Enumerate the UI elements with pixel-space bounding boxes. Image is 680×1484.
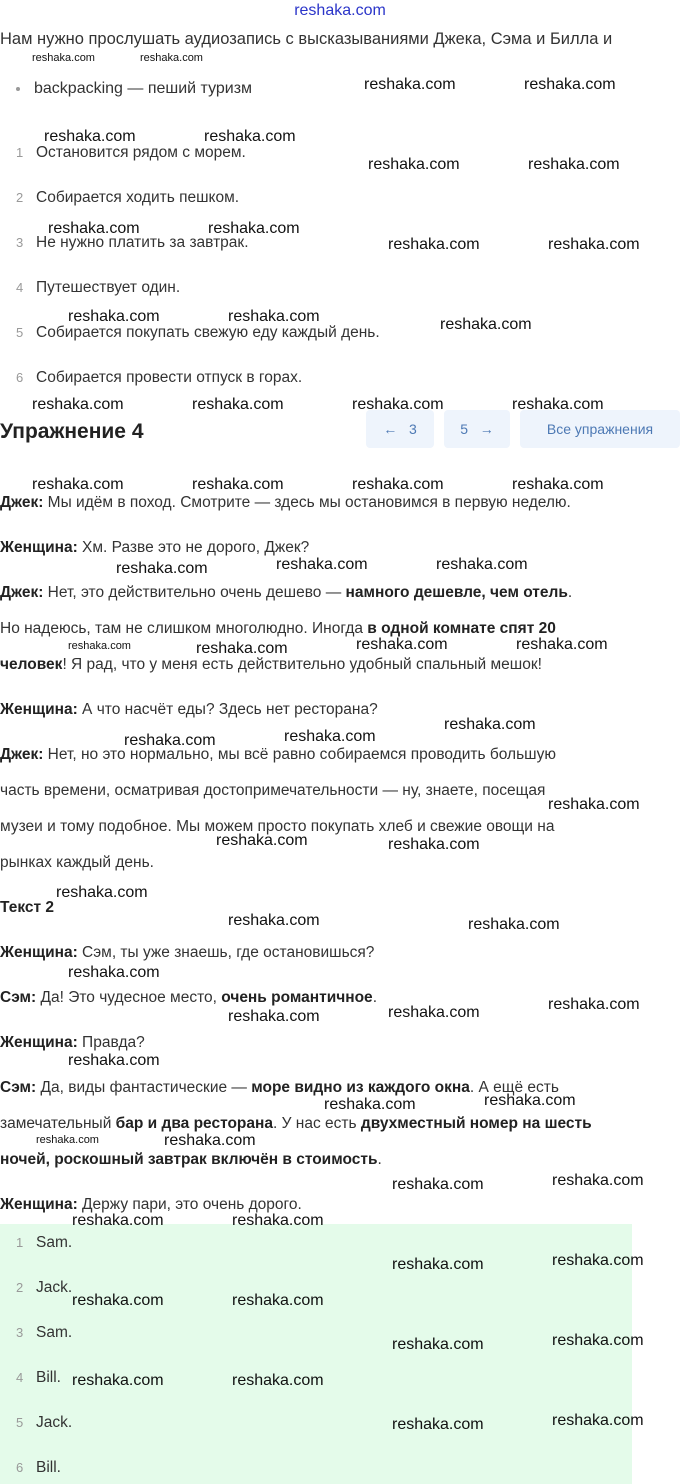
watermark: reshaka.com [392,1256,484,1273]
watermark: reshaka.com [468,916,560,933]
speaker: Джек: [0,494,44,511]
watermark: reshaka.com [56,884,148,901]
line-text: замечательный [0,1115,116,1132]
speaker: Женщина: [0,539,78,556]
row-text: Собирается покупать свежую еду каждый день. [36,324,380,341]
line-text: Правда? [77,1034,145,1051]
prev-exercise-button[interactable] [366,410,434,448]
watermark: reshaka.com [364,76,456,93]
dialogue-line [0,1151,382,1169]
row-number: 1 [16,145,24,160]
watermark: reshaka.com [228,912,320,929]
site-header[interactable]: reshaka.com [294,2,386,19]
dialogue-line [0,944,374,962]
watermark: reshaka.com [388,1004,480,1021]
dialogue-line [0,494,571,512]
answer-row [16,1459,61,1477]
row-text: Не нужно платить за завтрак. [36,234,249,251]
line-text: Мы идём в поход. Смотрите — здесь мы остановимся в первую неделю. [43,494,571,511]
dialogue-line [0,1115,592,1133]
watermark: reshaka.com [192,396,284,413]
row-number: 4 [16,280,24,295]
watermark: reshaka.com [552,1252,644,1269]
speaker: Женщина: [0,1196,78,1213]
dialogue-line [0,989,377,1007]
watermark: reshaka.com [552,1172,644,1189]
answer-row [16,1234,72,1252]
row-text: Bill. [36,1369,61,1386]
row-text: Остановится рядом с морем. [36,144,246,161]
line-text: ! Я рад, что у меня есть действительно удобный спальный мешок! [62,656,542,673]
watermark: reshaka.com [512,476,604,493]
watermark: reshaka.com [232,1292,324,1309]
line-text: Да, виды фантастические — [36,1079,252,1096]
line-end: . [567,584,573,601]
line-text: Держу пари, это очень дорого. [77,1196,302,1213]
row-number: 6 [16,1460,24,1475]
watermark: reshaka.com [228,308,320,325]
speaker: Джек: [0,584,44,601]
watermark: reshaka.com [444,716,536,733]
watermark: reshaka.com [204,128,296,145]
watermark: reshaka.com [392,1336,484,1353]
dialogue-line [0,701,378,719]
arrow-left-icon: ← [383,421,398,437]
watermark: reshaka.com [68,640,131,652]
watermark: reshaka.com [124,732,216,749]
next-exercise-button[interactable] [444,410,510,448]
watermark: reshaka.com [48,220,140,237]
watermark: reshaka.com [528,156,620,173]
row-text: Путешествует один. [36,279,181,296]
dialogue-line [0,584,572,602]
line-bold: человек [0,656,63,673]
speaker: Женщина: [0,944,78,961]
watermark: reshaka.com [32,476,124,493]
watermark: reshaka.com [552,1412,644,1429]
section-title-text: Текст 2 [0,899,55,916]
watermark: reshaka.com [368,156,460,173]
line-text: Да! Это чудесное место, [36,989,222,1006]
statement-row [16,144,246,162]
task-intro: Нам нужно прослушать аудиозапись с высказываниями Джека, Сэма и Билла и [0,30,613,48]
line-end: . [377,1151,382,1168]
watermark: reshaka.com [140,52,203,64]
statement-row [16,369,302,387]
answer-row [16,1279,72,1297]
watermark: reshaka.com [68,1052,160,1069]
dialogue-line [0,620,556,638]
watermark: reshaka.com [352,396,444,413]
watermark: reshaka.com [516,636,608,653]
statement-row [16,279,180,297]
vocab-item [16,80,252,98]
watermark: reshaka.com [36,1134,99,1146]
line-text: Хм. Разве это не дорого, Джек? [77,539,310,556]
statement-row [16,324,380,342]
row-number: 2 [16,1280,24,1295]
row-number: 6 [16,370,24,385]
watermark: reshaka.com [352,476,444,493]
speaker: Женщина: [0,701,78,718]
line-text: Сэм, ты уже знаешь, где остановишься? [77,944,375,961]
watermark: reshaka.com [276,556,368,573]
row-number: 2 [16,190,24,205]
answers-panel [0,1224,632,1484]
line-bold: бар и два ресторана [115,1115,273,1132]
dialogue-line [0,746,556,764]
watermark: reshaka.com [72,1212,164,1229]
watermark: reshaka.com [32,52,95,64]
speaker: Сэм: [0,989,37,1006]
watermark: reshaka.com [484,1092,576,1109]
watermark: reshaka.com [72,1292,164,1309]
all-exercises-button[interactable]: Все упражнения [520,410,680,448]
watermark: reshaka.com [392,1416,484,1433]
dialogue-line [0,656,542,674]
row-text: Собирается ходить пешком. [36,189,240,206]
row-number: 3 [16,1325,24,1340]
row-number: 1 [16,1235,24,1250]
watermark: reshaka.com [68,308,160,325]
watermark: reshaka.com [208,220,300,237]
watermark: reshaka.com [388,236,480,253]
row-number: 5 [16,325,24,340]
next-label: 5 [460,421,469,437]
row-number: 4 [16,1370,24,1385]
watermark: reshaka.com [356,636,448,653]
row-text: Собирается провести отпуск в горах. [36,369,303,386]
watermark: reshaka.com [216,832,308,849]
exercise-title: Упражнение 4 [0,420,144,443]
row-text: Sam. [36,1324,73,1341]
line-end: . У нас есть [273,1115,361,1132]
speaker: Женщина: [0,1034,78,1051]
watermark: reshaka.com [388,836,480,853]
row-number: 3 [16,235,24,250]
row-number: 5 [16,1415,24,1430]
line-bold: намного дешевле, чем отель [345,584,568,601]
line-end: . А ещё есть [469,1079,559,1096]
answer-row [16,1414,72,1432]
row-text: Bill. [36,1459,61,1476]
speaker: Сэм: [0,1079,37,1096]
answer-row [16,1324,72,1342]
line-bold: ночей, роскошный завтрак включён в стоимость [0,1151,378,1168]
speaker: Джек: [0,746,44,763]
dialogue-line [0,1034,145,1052]
dialogue-line: рынках каждый день. [0,854,154,871]
watermark: reshaka.com [232,1372,324,1389]
line-text: Нет, но это нормально, мы всё равно собираемся проводить большую [43,746,556,763]
line-text: Нет, это действительно очень дешево — [43,584,346,601]
watermark: reshaka.com [44,128,136,145]
watermark: reshaka.com [284,728,376,745]
prev-label: 3 [408,421,417,437]
watermark: reshaka.com [392,1176,484,1193]
line-end: . [372,989,377,1006]
watermark: reshaka.com [72,1372,164,1389]
line-bold: в одной комнате спят 20 [367,620,556,637]
watermark: reshaka.com [548,796,640,813]
line-bold: море видно из каждого окна [251,1079,470,1096]
line-bold: очень романтичное [221,989,373,1006]
arrow-right-icon: → [479,421,494,437]
dialogue-line: часть времени, осматривая достопримечательности — ну, знаете, посещая [0,782,546,799]
section-title [0,899,54,917]
row-text: Jack. [36,1414,73,1431]
watermark: reshaka.com [324,1096,416,1113]
watermark: reshaka.com [548,236,640,253]
watermark: reshaka.com [228,1008,320,1025]
dialogue-line: музеи и тому подобное. Мы можем просто покупать хлеб и свежие овощи на [0,818,555,835]
row-text: Jack. [36,1279,73,1296]
bullet-icon [16,87,20,91]
line-bold: двухместный номер на шесть [360,1115,592,1132]
answer-row [16,1369,61,1387]
statement-row [16,189,239,207]
watermark: reshaka.com [196,640,288,657]
dialogue-line [0,1079,559,1097]
watermark: reshaka.com [512,396,604,413]
watermark: reshaka.com [436,556,528,573]
watermark: reshaka.com [440,316,532,333]
watermark: reshaka.com [68,964,160,981]
watermark: reshaka.com [552,1332,644,1349]
watermark: reshaka.com [192,476,284,493]
watermark: reshaka.com [232,1212,324,1229]
watermark: reshaka.com [524,76,616,93]
line-text: Но надеюсь, там не слишком многолюдно. Иногда [0,620,368,637]
watermark: reshaka.com [164,1132,256,1149]
watermark: reshaka.com [32,396,124,413]
row-text: Sam. [36,1234,73,1251]
vocab-text: backpacking — пеший туризм [34,80,253,97]
line-text: А что насчёт еды? Здесь нет ресторана? [77,701,378,718]
watermark: reshaka.com [548,996,640,1013]
watermark: reshaka.com [116,560,208,577]
dialogue-line [0,539,309,557]
